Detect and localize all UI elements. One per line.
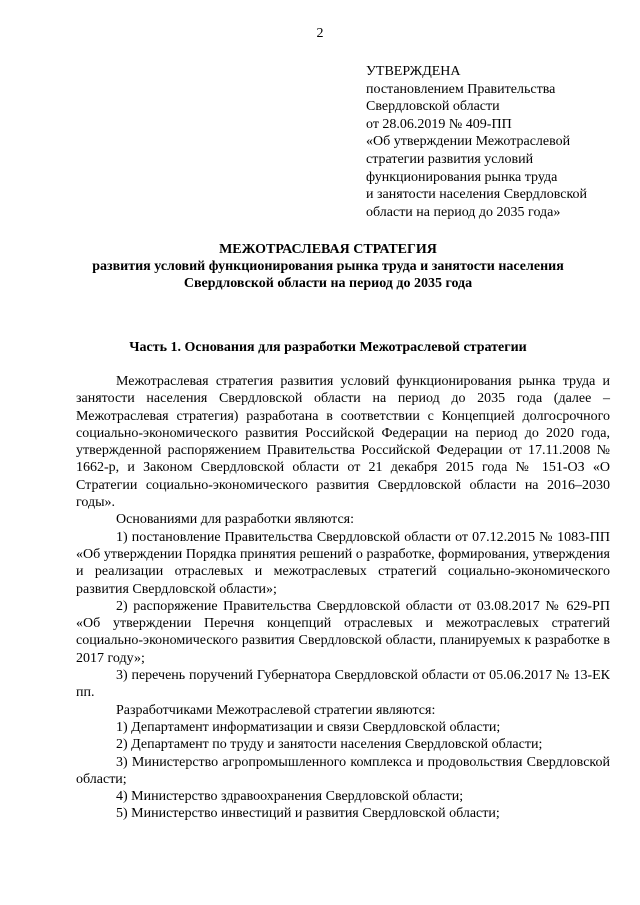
- document-title-line: развития условий функционирования рынка труда и занятости населения: [92, 259, 564, 275]
- paragraph: Основаниями для разработки являются:: [116, 512, 354, 528]
- paragraph: 3) Министерство агропромышленного комплекса и продовольствия Свердловской области;: [76, 754, 610, 787]
- body-text: [76, 373, 610, 823]
- document-title: [40, 241, 616, 293]
- paragraph: Межотраслевая стратегия развития условий функционирования рынка труда и занятости населения Свердловской области на период до 2035 года (далее – Межотраслевая стратегия) разработана в соответствии с Концепцией долгосрочного социально-экономического развития Российской Федерации на период до 2020 года, утвержденной распоряжением Правительства Российской Федерации от 17.11.2008 № 1662-р, и Законом Свердловской области от 21 декабря 2015 года № 151-ОЗ «О Стратегии социально-экономического развития Свердловской области на 2016–2030 годы».: [76, 374, 610, 511]
- paragraph: 4) Министерство здравоохранения Свердловской области;: [116, 789, 464, 805]
- approval-line: от 28.06.2019 № 409-ПП: [366, 116, 512, 132]
- paragraph: 5) Министерство инвестиций и развития Свердловской области;: [116, 806, 500, 822]
- approval-line: УТВЕРЖДЕНА: [366, 64, 461, 79]
- approval-line: функционирования рынка труда: [366, 169, 558, 185]
- approval-block: [366, 63, 616, 221]
- page-number: 2: [316, 26, 324, 41]
- paragraph: 2) распоряжение Правительства Свердловской области от 03.08.2017 № 629-РП «Об утверждении Перечня концепций отраслевых и межотраслевых стратегий социально-экономического развития Свердловской области, планируемых к разработке в 2017 году»;: [76, 598, 610, 666]
- approval-line: постановлением Правительства: [366, 81, 556, 97]
- paragraph: Разработчиками Межотраслевой стратегии являются:: [116, 702, 436, 718]
- approval-line: стратегии развития условий: [366, 151, 534, 167]
- approval-line: Свердловской области: [366, 99, 500, 115]
- approval-line: области на период до 2035 года»: [366, 204, 561, 220]
- document-title-line: Свердловской области на период до 2035 года: [183, 276, 473, 292]
- paragraph: 1) постановление Правительства Свердловской области от 07.12.2015 № 1083-ПП «Об утверждении Порядка принятия решений о разработке, формирования, утверждения и реализации отраслевых и межотраслевых стратегий социально-экономического развития Свердловской области»;: [76, 529, 610, 597]
- approval-line: и занятости населения Свердловской: [366, 187, 588, 203]
- part-heading: Часть 1. Основания для разработки Межотраслевой стратегии: [129, 340, 527, 355]
- paragraph: 1) Департамент информатизации и связи Свердловской области;: [116, 719, 501, 735]
- approval-line: «Об утверждении Межотраслевой: [366, 134, 571, 150]
- document-title-line: МЕЖОТРАСЛЕВАЯ СТРАТЕГИЯ: [219, 242, 437, 257]
- paragraph: 3) перечень поручений Губернатора Свердловской области от 05.06.2017 № 13-ЕК пп.: [76, 668, 610, 701]
- paragraph: 2) Департамент по труду и занятости населения Свердловской области;: [116, 737, 543, 753]
